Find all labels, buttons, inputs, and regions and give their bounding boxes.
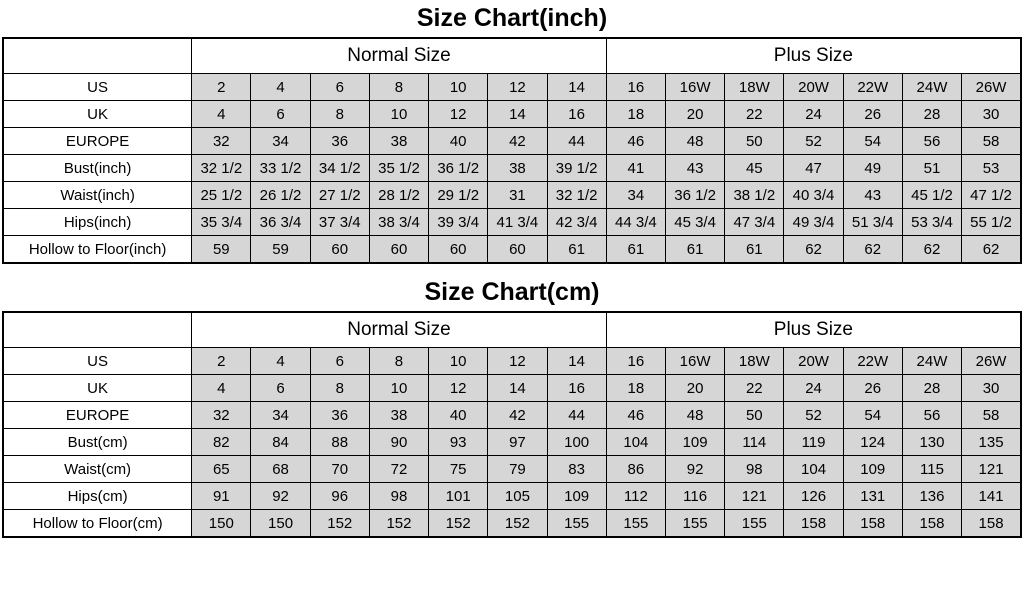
cell: 53 3/4 [902,209,961,236]
cell: 60 [369,236,428,264]
cell: 34 [251,402,310,429]
cell: 46 [606,128,665,155]
size-chart-inch-body [3,38,1021,263]
cell: 10 [369,101,428,128]
cell: 39 1/2 [547,155,606,182]
cell: 104 [606,429,665,456]
cell: 42 [488,402,547,429]
cell: 150 [192,510,251,538]
cell: 91 [192,483,251,510]
cell: 68 [251,456,310,483]
cell: 115 [902,456,961,483]
cell: 45 1/2 [902,182,961,209]
cell: 18 [606,101,665,128]
cell: 18W [725,348,784,375]
cell: 14 [547,74,606,101]
cell: 53 [962,155,1021,182]
table-row [3,429,1021,456]
cell: 141 [962,483,1021,510]
cell: 35 1/2 [369,155,428,182]
table-group-header-row [3,38,1021,74]
cell: 104 [784,456,843,483]
size-chart-cm-title: Size Chart(cm) [424,278,600,306]
cell: 38 [369,128,428,155]
cell: 8 [369,74,428,101]
cell: 44 [547,128,606,155]
cell: 49 [843,155,902,182]
cell: 112 [606,483,665,510]
group-header-normal: Normal Size [192,38,607,74]
cell: 152 [310,510,369,538]
cell: 2 [192,74,251,101]
cell: 22 [725,101,784,128]
cell: 48 [665,128,724,155]
cell: 135 [962,429,1021,456]
size-chart-cm-body [3,312,1021,537]
cell: 38 1/2 [725,182,784,209]
cell: 27 1/2 [310,182,369,209]
row-label: UK [3,101,192,128]
cell: 2 [192,348,251,375]
cell: 40 [429,402,488,429]
row-label: Bust(cm) [3,429,192,456]
row-label: US [3,348,192,375]
cell: 12 [488,74,547,101]
cell: 84 [251,429,310,456]
cell: 16W [665,348,724,375]
cell: 26W [962,348,1021,375]
cell: 98 [369,483,428,510]
cell: 121 [962,456,1021,483]
table-row [3,101,1021,128]
cell: 83 [547,456,606,483]
cell: 155 [725,510,784,538]
cell: 10 [429,74,488,101]
cell: 46 [606,402,665,429]
cell: 33 1/2 [251,155,310,182]
cell: 65 [192,456,251,483]
row-label: Hollow to Floor(inch) [3,236,192,264]
cell: 40 3/4 [784,182,843,209]
cell: 136 [902,483,961,510]
table-row [3,402,1021,429]
cell: 109 [665,429,724,456]
cell: 93 [429,429,488,456]
cell: 43 [665,155,724,182]
cell: 58 [962,402,1021,429]
group-header-plus: Plus Size [606,312,1021,348]
cell: 60 [310,236,369,264]
cell: 58 [962,128,1021,155]
cell: 16 [606,74,665,101]
cell: 158 [843,510,902,538]
cell: 40 [429,128,488,155]
cell: 6 [310,348,369,375]
cell: 82 [192,429,251,456]
cell: 16 [606,348,665,375]
cell: 45 3/4 [665,209,724,236]
cell: 24W [902,74,961,101]
cell: 88 [310,429,369,456]
cell: 158 [784,510,843,538]
row-label: Bust(inch) [3,155,192,182]
row-label: UK [3,375,192,402]
cell: 24 [784,375,843,402]
table-row [3,74,1021,101]
table-row [3,128,1021,155]
cell: 60 [488,236,547,264]
cell: 121 [725,483,784,510]
cell: 131 [843,483,902,510]
cell: 100 [547,429,606,456]
cell: 44 3/4 [606,209,665,236]
row-label: Waist(inch) [3,182,192,209]
cell: 20 [665,101,724,128]
cell: 8 [310,375,369,402]
group-header-plus: Plus Size [606,38,1021,74]
table-row [3,348,1021,375]
cell: 45 [725,155,784,182]
cell: 16 [547,375,606,402]
cell: 22 [725,375,784,402]
cell: 155 [547,510,606,538]
cell: 61 [725,236,784,264]
cell: 20W [784,348,843,375]
table-row [3,182,1021,209]
cell: 47 3/4 [725,209,784,236]
cell: 29 1/2 [429,182,488,209]
cell: 6 [310,74,369,101]
cell: 54 [843,402,902,429]
cell: 72 [369,456,428,483]
row-label: Hollow to Floor(cm) [3,510,192,538]
cell: 42 3/4 [547,209,606,236]
cell: 41 [606,155,665,182]
cell: 60 [429,236,488,264]
cell: 52 [784,402,843,429]
cell: 61 [606,236,665,264]
cell: 150 [251,510,310,538]
cell: 44 [547,402,606,429]
cell: 126 [784,483,843,510]
corner-cell [3,312,192,348]
cell: 61 [665,236,724,264]
cell: 152 [369,510,428,538]
cell: 98 [725,456,784,483]
table-row [3,510,1021,538]
cell: 16W [665,74,724,101]
cell: 26 [843,375,902,402]
cell: 35 3/4 [192,209,251,236]
cell: 20 [665,375,724,402]
cell: 51 3/4 [843,209,902,236]
cell: 109 [843,456,902,483]
cell: 49 3/4 [784,209,843,236]
row-label: Hips(inch) [3,209,192,236]
cell: 41 3/4 [488,209,547,236]
cell: 30 [962,101,1021,128]
cell: 56 [902,128,961,155]
table-row [3,375,1021,402]
cell: 31 [488,182,547,209]
cell: 10 [369,375,428,402]
group-header-normal: Normal Size [192,312,607,348]
cell: 32 1/2 [547,182,606,209]
cell: 12 [429,101,488,128]
cell: 28 [902,375,961,402]
cell: 16 [547,101,606,128]
section-divider [0,264,1024,274]
cell: 4 [192,375,251,402]
cell: 56 [902,402,961,429]
cell: 12 [488,348,547,375]
cell: 105 [488,483,547,510]
cell: 24 [784,101,843,128]
cell: 6 [251,101,310,128]
cell: 92 [251,483,310,510]
cell: 32 1/2 [192,155,251,182]
row-label: Waist(cm) [3,456,192,483]
cell: 109 [547,483,606,510]
cell: 28 [902,101,961,128]
cell: 52 [784,128,843,155]
cell: 26W [962,74,1021,101]
cell: 36 1/2 [429,155,488,182]
cell: 130 [902,429,961,456]
cell: 155 [665,510,724,538]
cell: 152 [429,510,488,538]
cell: 92 [665,456,724,483]
cell: 55 1/2 [962,209,1021,236]
cell: 22W [843,348,902,375]
cell: 43 [843,182,902,209]
cell: 36 [310,128,369,155]
cell: 62 [784,236,843,264]
cell: 4 [192,101,251,128]
cell: 61 [547,236,606,264]
cell: 70 [310,456,369,483]
cell: 54 [843,128,902,155]
cell: 38 [369,402,428,429]
cell: 24W [902,348,961,375]
table-row [3,236,1021,264]
cell: 158 [962,510,1021,538]
size-chart-inch-block [0,0,1024,264]
cell: 26 1/2 [251,182,310,209]
cell: 47 [784,155,843,182]
cell: 90 [369,429,428,456]
table-group-header-row [3,312,1021,348]
cell: 75 [429,456,488,483]
cell: 116 [665,483,724,510]
cell: 51 [902,155,961,182]
cell: 32 [192,128,251,155]
cell: 14 [488,375,547,402]
cell: 26 [843,101,902,128]
cell: 38 3/4 [369,209,428,236]
cell: 36 [310,402,369,429]
cell: 62 [843,236,902,264]
corner-cell [3,38,192,74]
cell: 152 [488,510,547,538]
size-chart-inch-title: Size Chart(inch) [416,4,608,32]
cell: 34 [251,128,310,155]
cell: 20W [784,74,843,101]
row-label: EUROPE [3,402,192,429]
row-label: Hips(cm) [3,483,192,510]
cell: 50 [725,402,784,429]
cell: 96 [310,483,369,510]
size-chart-inch-table [2,37,1022,264]
cell: 8 [369,348,428,375]
cell: 86 [606,456,665,483]
cell: 155 [606,510,665,538]
cell: 8 [310,101,369,128]
cell: 39 3/4 [429,209,488,236]
cell: 4 [251,348,310,375]
table-row [3,483,1021,510]
row-label: US [3,74,192,101]
cell: 28 1/2 [369,182,428,209]
cell: 22W [843,74,902,101]
table-row [3,456,1021,483]
cell: 42 [488,128,547,155]
cell: 4 [251,74,310,101]
table-row [3,209,1021,236]
size-chart-cm-table [2,311,1022,538]
cell: 48 [665,402,724,429]
cell: 32 [192,402,251,429]
cell: 25 1/2 [192,182,251,209]
size-chart-cm-block [0,274,1024,538]
cell: 158 [902,510,961,538]
cell: 62 [962,236,1021,264]
cell: 38 [488,155,547,182]
cell: 36 1/2 [665,182,724,209]
cell: 47 1/2 [962,182,1021,209]
cell: 14 [547,348,606,375]
cell: 10 [429,348,488,375]
cell: 97 [488,429,547,456]
table-row [3,155,1021,182]
cell: 34 1/2 [310,155,369,182]
cell: 34 [606,182,665,209]
row-label: EUROPE [3,128,192,155]
cell: 59 [192,236,251,264]
cell: 37 3/4 [310,209,369,236]
cell: 124 [843,429,902,456]
cell: 6 [251,375,310,402]
cell: 18W [725,74,784,101]
cell: 50 [725,128,784,155]
cell: 114 [725,429,784,456]
cell: 59 [251,236,310,264]
cell: 101 [429,483,488,510]
cell: 36 3/4 [251,209,310,236]
cell: 12 [429,375,488,402]
cell: 62 [902,236,961,264]
cell: 14 [488,101,547,128]
cell: 79 [488,456,547,483]
cell: 30 [962,375,1021,402]
cell: 119 [784,429,843,456]
cell: 18 [606,375,665,402]
